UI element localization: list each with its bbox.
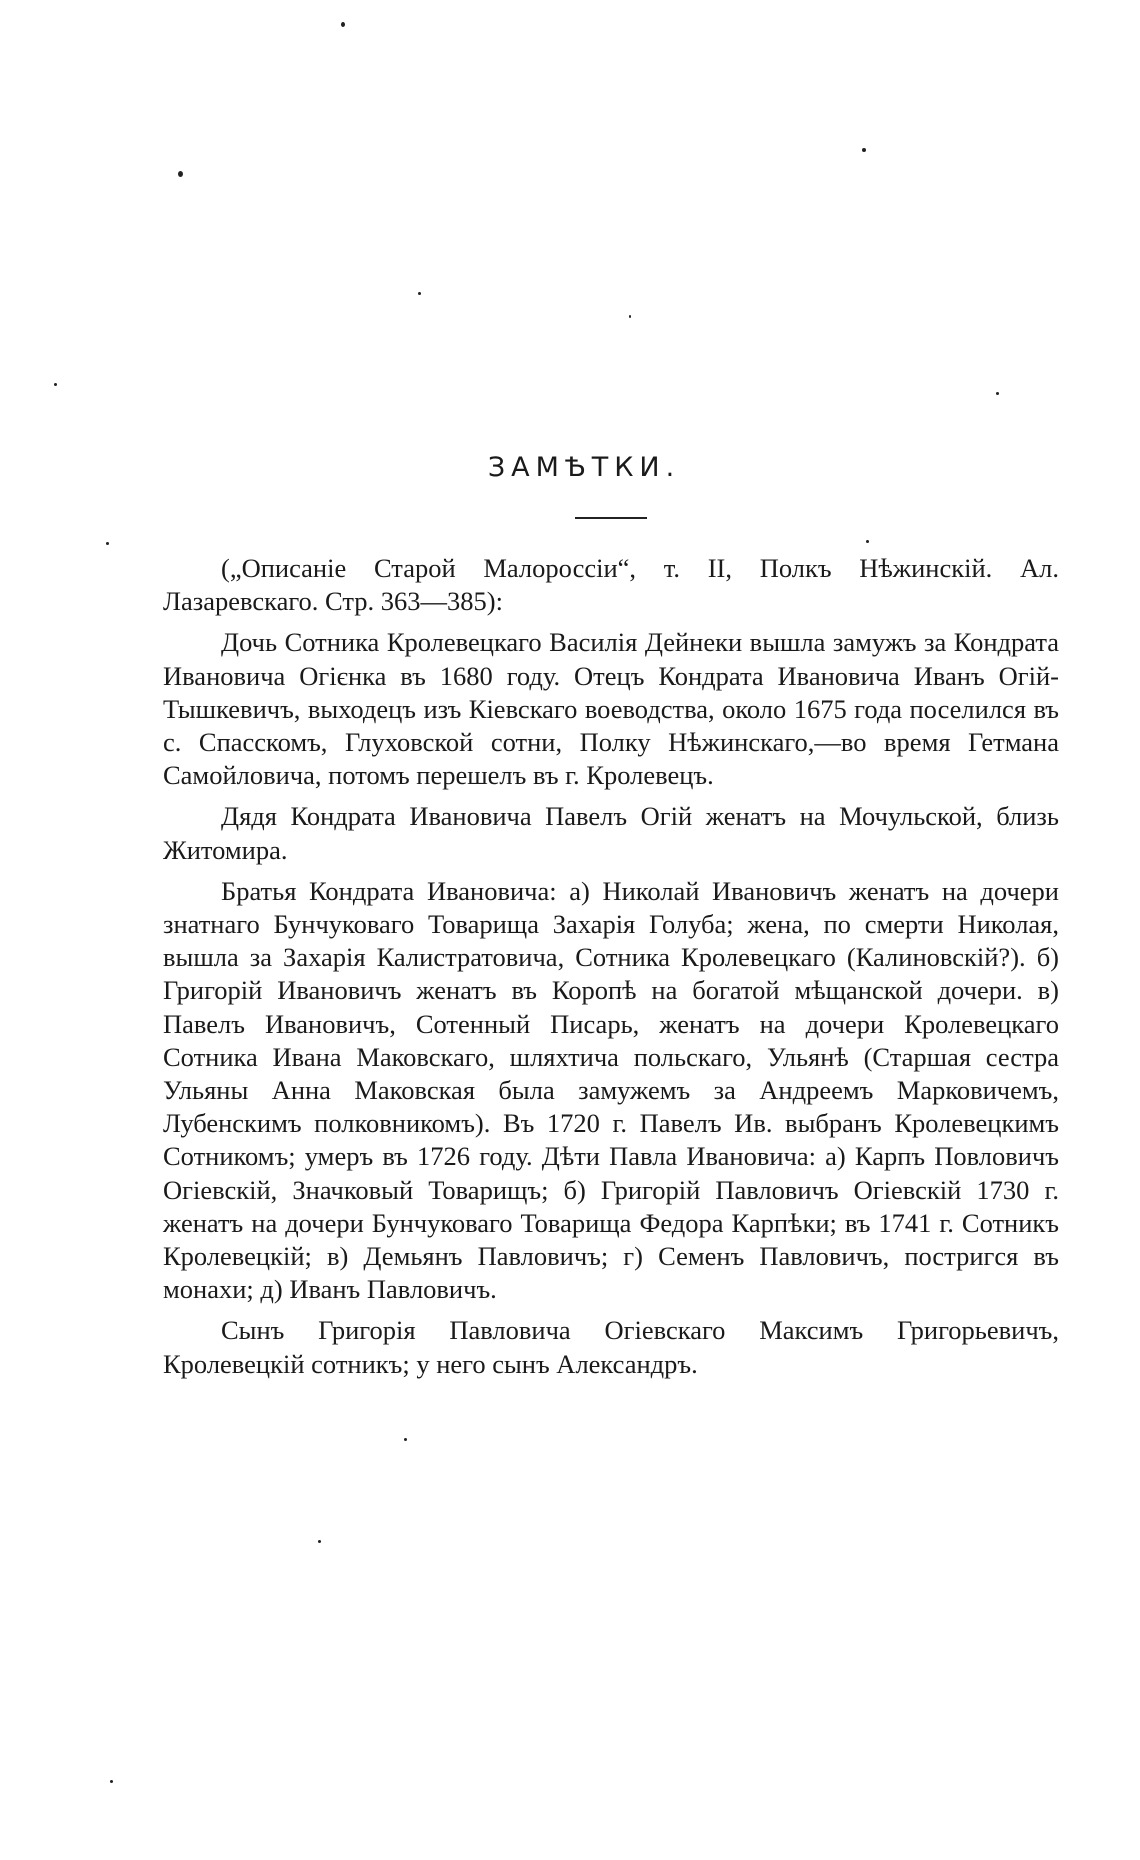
paragraph-brothers: Братья Кондрата Ивановича: а) Николай Ивановичъ женатъ на дочери знатнаго Бунчуковаго Товарища Захарія Голуба; жена, по смерти Николая, вышла за Захарія Калистратовича, Сотника Кролевецкаго (Калиновскій?). б) Григорій Ивановичъ женатъ въ Коропѣ на богатой мѣщанской дочери. в) Павелъ Ивановичъ, Сотенный Писарь, женатъ на дочери Кролевецкаго Сотника Ивана Маковскаго, шляхтича польскаго, Ульянѣ (Старшая сестра Ульяны Анна Маковская была замужемъ за Андреемъ Марковичемъ, Лубенскимъ полковникомъ). Въ 1720 г. Павелъ Ив. выбранъ Кролевецкимъ Сотникомъ; умеръ въ 1726 году. Дѣти Павла Ивановича: а) Карпъ Повловичъ Огіевскій, Значковый Товарищъ; б) Григорій Павловичъ Огіевскій 1730 г. женатъ на дочери Бунчуковаго Товарища Федора Карпѣки; въ 1741 г. Сотникъ Кролевецкій; в) Демьянъ Павловичъ; г) Семенъ Павловичъ, постригся въ монахи; д) Иванъ Павловичъ.: [163, 875, 1059, 1305]
scan-speck: [54, 383, 57, 386]
scan-speck: [341, 22, 345, 27]
scan-speck: [866, 540, 869, 543]
scan-speck: [996, 392, 999, 395]
paragraph-source: („Описаніе Старой Малороссіи“, т. II, Полкъ Нѣжинскій. Ал. Лазаревскаго. Стр. 363—385):: [163, 553, 1059, 617]
title-divider: [575, 517, 647, 519]
scan-speck: [318, 1540, 321, 1543]
scan-speck: [106, 542, 109, 545]
page-title: ЗАМѢТКИ.: [487, 452, 681, 483]
scan-speck: [629, 315, 631, 318]
scan-speck: [178, 171, 183, 177]
paragraph-son: Сынъ Григорія Павловича Огіевскаго Максимъ Григорьевичъ, Кролевецкій сотникъ; у него сынъ Александръ.: [163, 1315, 1059, 1379]
scan-speck: [862, 148, 866, 152]
article-body: [163, 552, 1059, 1389]
scan-speck: [418, 292, 421, 295]
scan-speck: [110, 1780, 113, 1783]
scan-speck: [404, 1438, 407, 1441]
paragraph-daughter: Дочь Сотника Кролевецкаго Василія Дейнеки вышла замужъ за Кондрата Ивановича Огієнка въ 1680 году. Отецъ Кондрата Ивановича Иванъ Огій-Тышкевичъ, выходецъ изъ Кіевскаго воеводства, около 1675 года поселился въ с. Спасскомъ, Глуховской сотни, Полку Нѣжинскаго,—во время Гетмана Самойловича, потомъ перешелъ въ г. Кролевецъ.: [163, 627, 1059, 791]
paragraph-uncle: Дядя Кондрата Ивановича Павелъ Огій женатъ на Мочульской, близь Житомира.: [163, 801, 1059, 865]
